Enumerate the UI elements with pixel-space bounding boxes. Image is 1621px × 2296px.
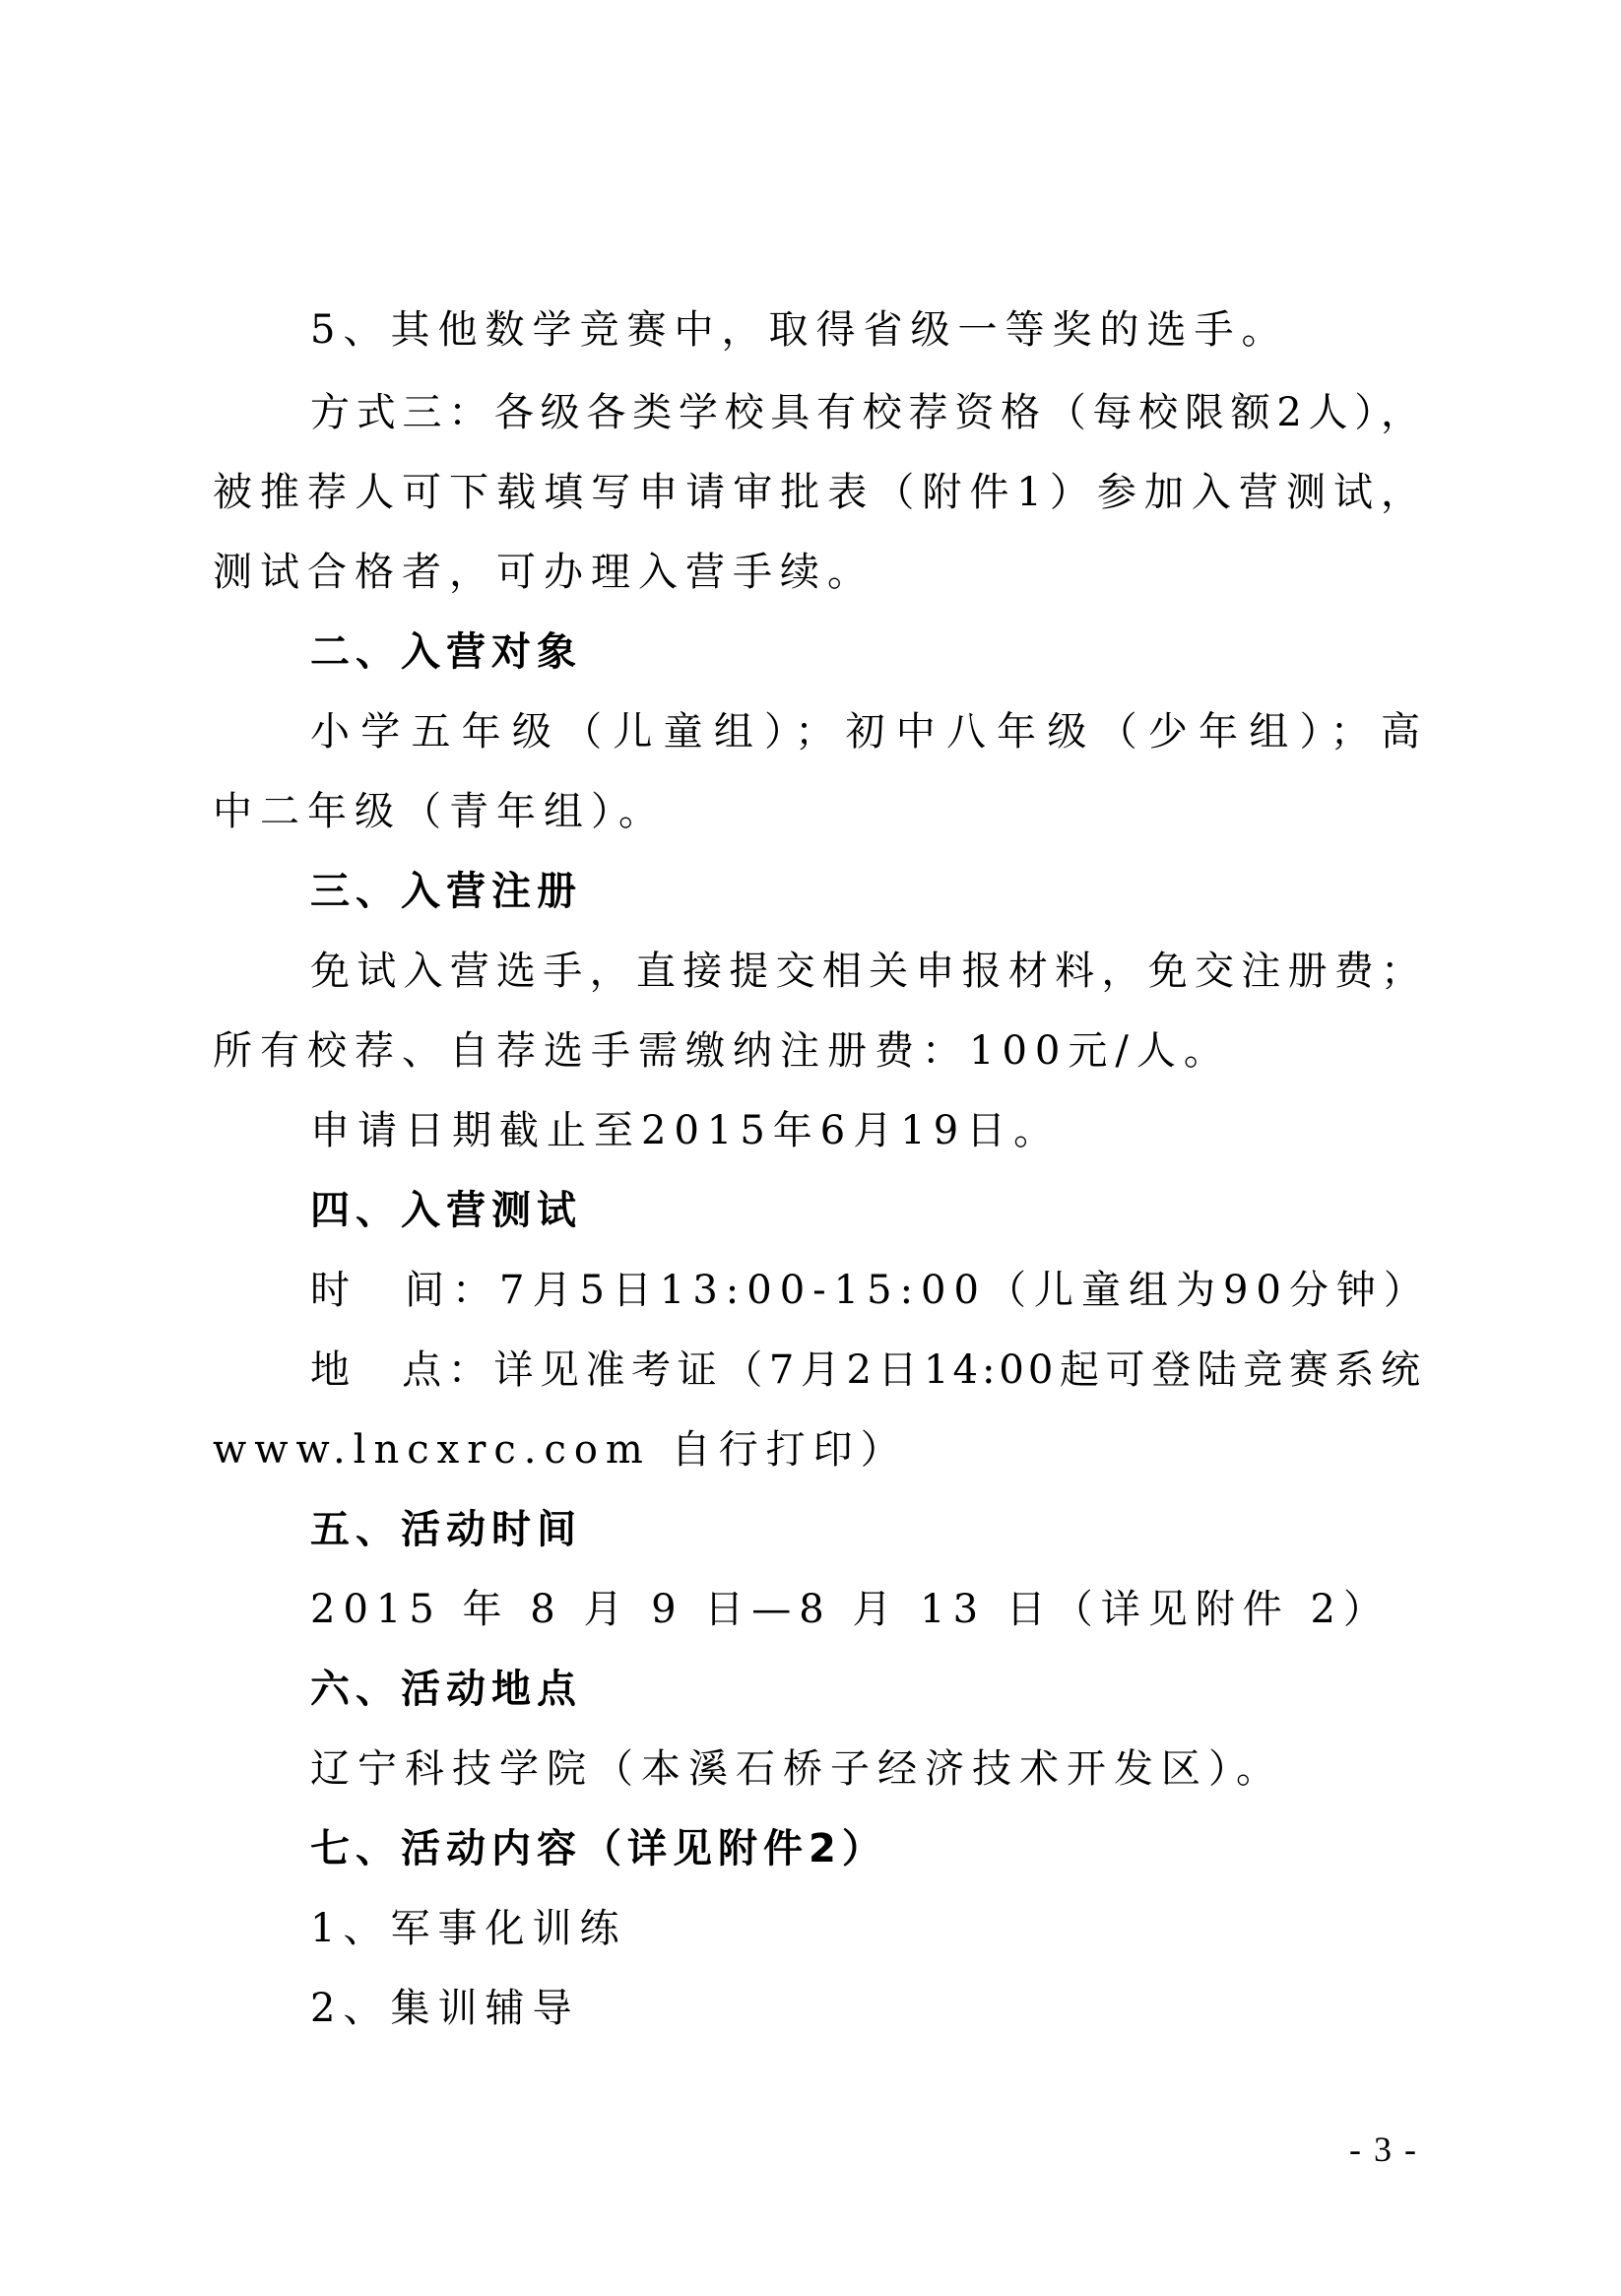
paragraph-method-three: 方式三：各级各类学校具有校荐资格（每校限额2人）， <box>310 390 1424 435</box>
section-heading-6: 六、活动地点 <box>310 1667 582 1712</box>
section-heading-3: 三、入营注册 <box>310 869 582 914</box>
paragraph-targets-end: 中二年级（青年组）。 <box>213 789 666 834</box>
paragraph-deadline: 申请日期截止至2015年6月19日。 <box>310 1108 1062 1153</box>
paragraph-method-three-end: 测试合格者，可办理入营手续。 <box>213 550 875 595</box>
paragraph-test-time: 时 间：7月5日13:00-15:00（儿童组为90分钟） <box>310 1268 1431 1313</box>
paragraph-activity-place: 辽宁科技学院（本溪石桥子经济技术开发区）。 <box>310 1746 1283 1792</box>
paragraph-registration: 免试入营选手，直接提交相关申报材料，免交注册费； <box>310 949 1424 994</box>
paragraph-test-place-url: www.lncxrc.com 自行打印） <box>213 1427 908 1473</box>
page-number: - 3 - <box>1349 2130 1418 2169</box>
paragraph-item-5: 5、其他数学竞赛中，取得省级一等奖的选手。 <box>310 307 1289 353</box>
section-heading-4: 四、入营测试 <box>310 1188 582 1233</box>
paragraph-activity-time: 2015 年 8 月 9 日—8 月 13 日（详见附件 2） <box>310 1587 1391 1632</box>
list-item-1: 1、军事化训练 <box>310 1906 627 1951</box>
section-heading-5: 五、活动时间 <box>310 1507 582 1552</box>
paragraph-targets: 小学五年级（儿童组）；初中八年级（少年组）；高 <box>310 709 1424 754</box>
paragraph-method-three-cont: 被推荐人可下载填写申请审批表（附件1）参加入营测试， <box>213 470 1424 515</box>
section-heading-7: 七、活动内容（详见附件2） <box>310 1826 887 1871</box>
paragraph-registration-fee: 所有校荐、自荐选手需缴纳注册费：100元/人。 <box>213 1028 1231 1074</box>
paragraph-test-place: 地 点：详见准考证（7月2日14:00起可登陆竞赛系统 <box>310 1347 1424 1393</box>
list-item-2: 2、集训辅导 <box>310 1986 580 2031</box>
section-heading-2: 二、入营对象 <box>310 629 582 675</box>
